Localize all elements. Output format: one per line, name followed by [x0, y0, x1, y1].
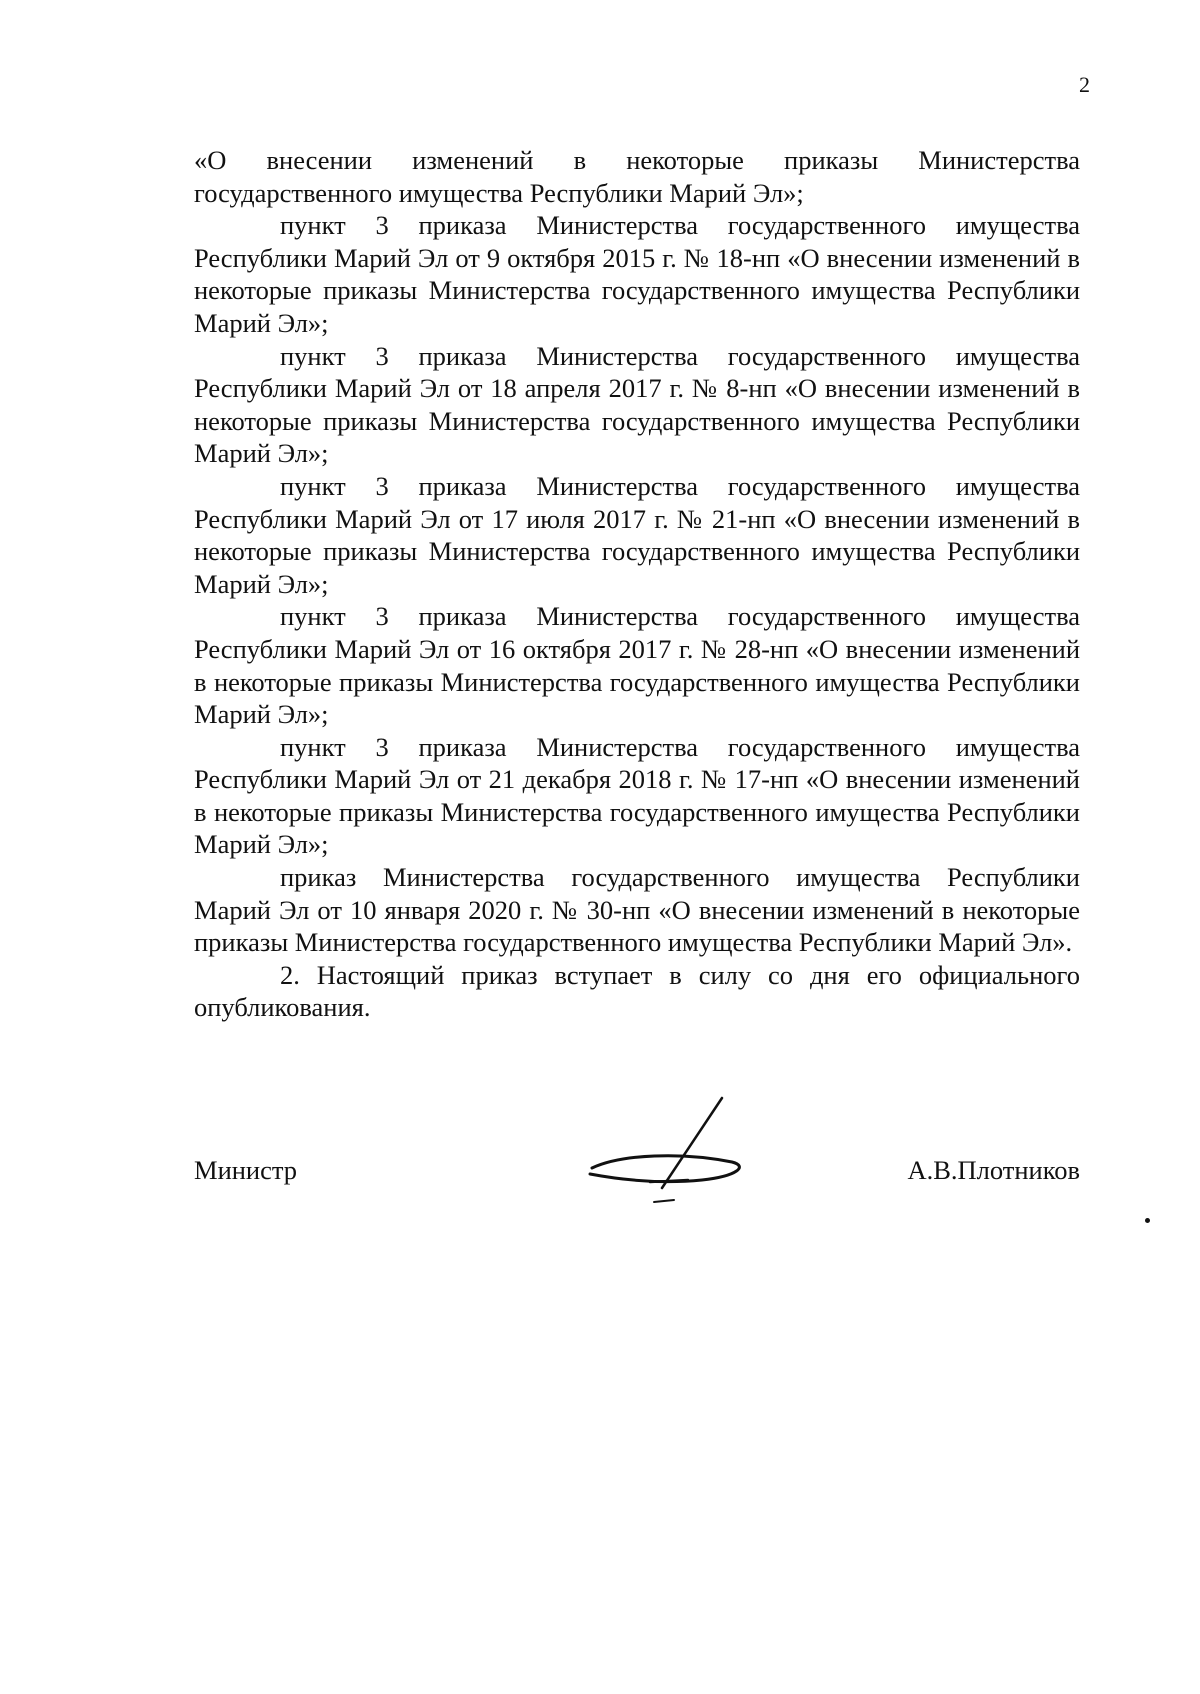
- document-body: [194, 144, 1080, 1024]
- paragraph-item: пункт 3 приказа Министерства государственного имущества Республики Марий Эл от 18 апреля 2017 г. № 8-нп «О внесении изменений в некоторые приказы Министерства государственного имущества Республики Марий Эл»;: [194, 340, 1080, 469]
- paragraph-item: приказ Министерства государственного имущества Республики Марий Эл от 10 января 2020 г. № 30-нп «О внесении изменений в некоторые приказы Министерства государственного имущества Республики Марий Эл».: [194, 862, 1080, 958]
- scan-artifact-dot: [1145, 1218, 1150, 1223]
- paragraph-item: пункт 3 приказа Министерства государственного имущества Республики Марий Эл от 9 октября 2015 г. № 18-нп «О внесении изменений в некоторые приказы Министерства государственного имущества Республики Марий Эл»;: [194, 210, 1080, 338]
- handwritten-signature: [562, 1096, 762, 1216]
- paragraph-item: пункт 3 приказа Министерства государственного имущества Республики Марий Эл от 17 июля 2017 г. № 21-нп «О внесении изменений в некоторые приказы Министерства государственного имущества Республики Марий Эл»;: [194, 470, 1080, 599]
- paragraph-effective-date: 2. Настоящий приказ вступает в силу со дня его официального опубликования.: [194, 959, 1080, 1023]
- signer-name: А.В.Плотников: [907, 1155, 1080, 1185]
- paragraph-continuation: «О внесении изменений в некоторые приказы Министерства государственного имущества Республики Марий Эл»;: [194, 145, 1080, 208]
- page-number: 2: [1079, 72, 1090, 97]
- signature-block: [194, 1130, 1080, 1220]
- signer-position: Министр: [194, 1155, 298, 1185]
- paragraph-item: пункт 3 приказа Министерства государственного имущества Республики Марий Эл от 21 декабря 2018 г. № 17-нп «О внесении изменений в некоторые приказы Министерства государственного имущества Республики Марий Эл»;: [194, 731, 1080, 860]
- paragraph-item: пункт 3 приказа Министерства государственного имущества Республики Марий Эл от 16 октября 2017 г. № 28-нп «О внесении изменений в некоторые приказы Министерства государственного имущества Республики Марий Эл»;: [194, 601, 1080, 730]
